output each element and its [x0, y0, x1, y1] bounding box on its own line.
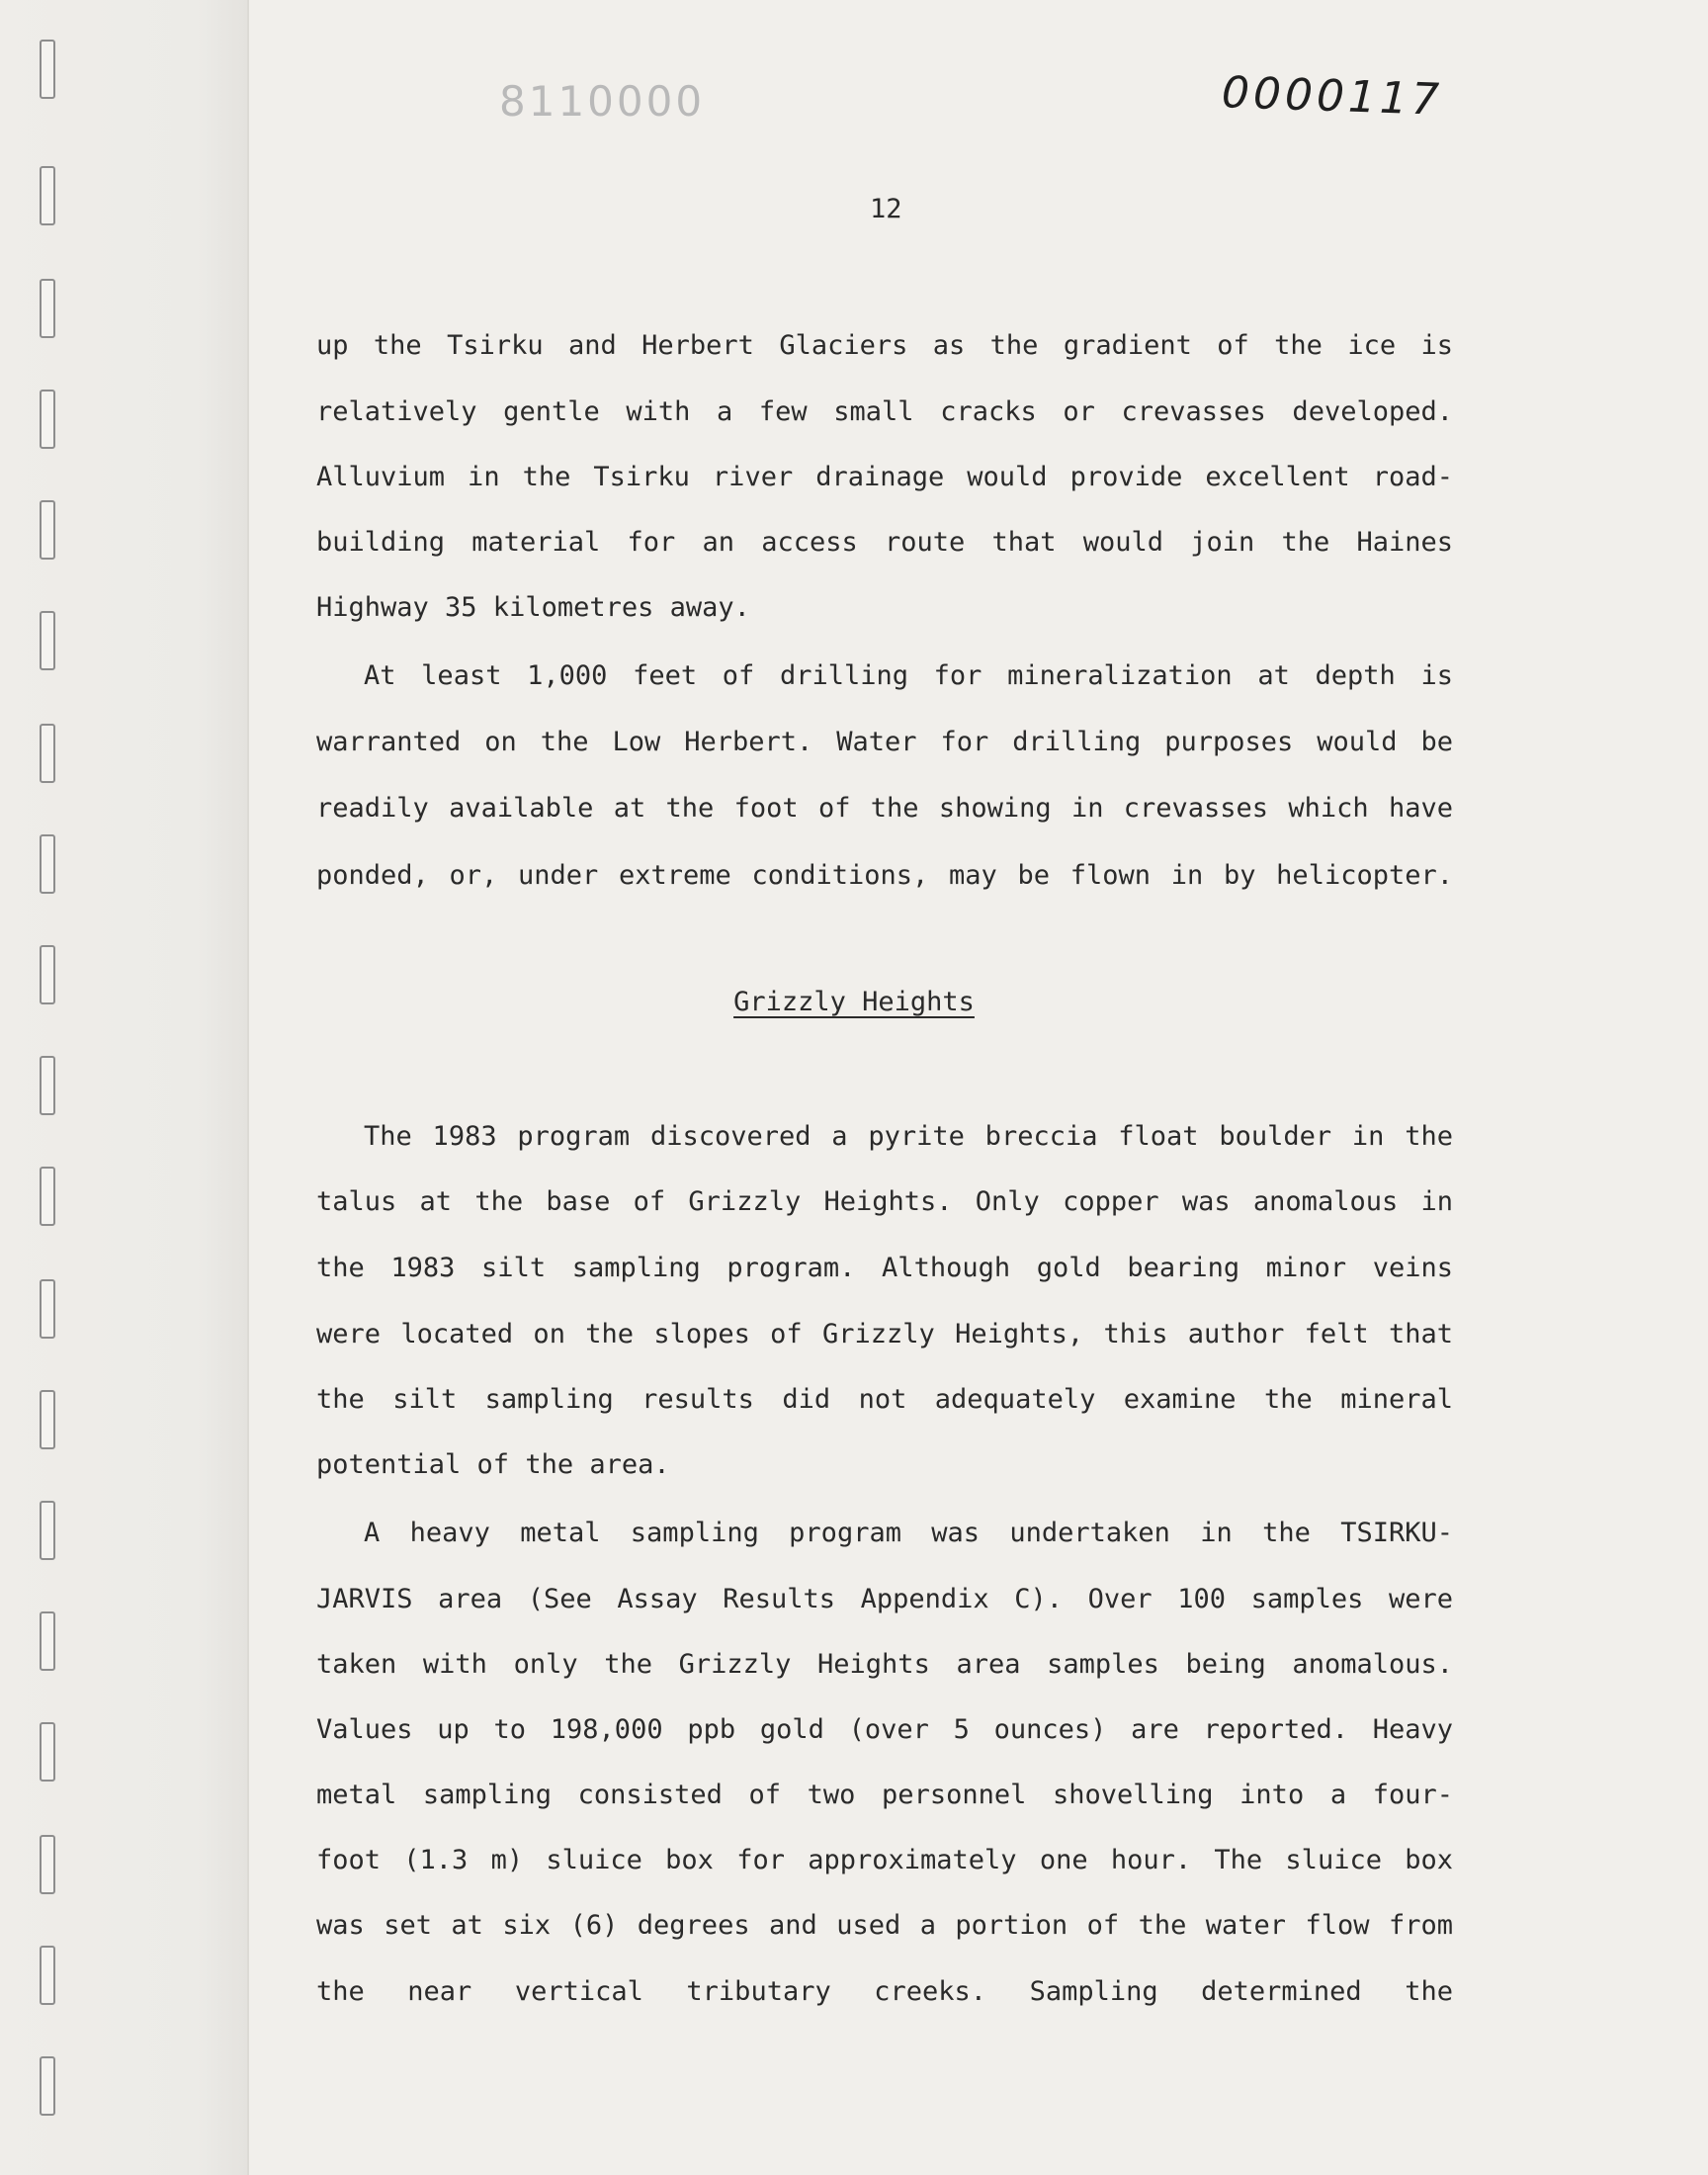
text-line: A heavy metal sampling program was undertaken in the TSIRKU-	[364, 1518, 1453, 1548]
binder-hole	[40, 1056, 55, 1115]
binder-edge	[247, 0, 249, 2175]
text-line: JARVIS area (See Assay Results Appendix C). Over 100 samples were	[316, 1584, 1453, 1614]
binder-hole	[40, 724, 55, 783]
binder-hole	[40, 1167, 55, 1226]
binder-hole	[40, 166, 55, 225]
binder-hole	[40, 1279, 55, 1339]
section-heading	[0, 987, 1708, 1017]
text-line: Alluvium in the Tsirku river drainage would provide excellent road-	[316, 462, 1453, 492]
text-line: At least 1,000 feet of drilling for mineralization at depth is	[364, 660, 1453, 691]
document-number-stamp: 0000117	[1221, 67, 1444, 126]
binder-hole	[40, 40, 55, 99]
binder-hole	[40, 1501, 55, 1560]
text-line: taken with only the Grizzly Heights area samples being anomalous.	[316, 1649, 1453, 1680]
binder-hole	[40, 500, 55, 560]
binder-hole	[40, 1722, 55, 1782]
binder-hole	[40, 279, 55, 338]
text-line: potential of the area.	[316, 1449, 670, 1480]
page-number: 12	[870, 194, 902, 224]
binder-hole	[40, 2056, 55, 2116]
text-line: metal sampling consisted of two personnel shovelling into a four-	[316, 1780, 1453, 1810]
text-line: up the Tsirku and Herbert Glaciers as the gradient of the ice is	[316, 330, 1453, 361]
binder-hole	[40, 1835, 55, 1894]
text-line: The 1983 program discovered a pyrite breccia float boulder in the	[364, 1121, 1453, 1152]
text-line: building material for an access route that would join the Haines	[316, 527, 1453, 558]
text-line: the near vertical tributary creeks. Sampling determined the	[316, 1976, 1453, 2007]
text-line: talus at the base of Grizzly Heights. Only copper was anomalous in	[316, 1186, 1453, 1217]
text-line: was set at six (6) degrees and used a portion of the water flow from	[316, 1910, 1453, 1941]
binder-hole	[40, 1611, 55, 1671]
text-line: were located on the slopes of Grizzly Heights, this author felt that	[316, 1319, 1453, 1349]
text-line: foot (1.3 m) sluice box for approximately one hour. The sluice box	[316, 1845, 1453, 1875]
faint-stamp-number: 8110000	[499, 77, 706, 126]
text-line: the 1983 silt sampling program. Although gold bearing minor veins	[316, 1253, 1453, 1283]
binder-hole	[40, 611, 55, 670]
binder-margin	[0, 0, 247, 2175]
text-line: Highway 35 kilometres away.	[316, 592, 750, 623]
text-line: ponded, or, under extreme conditions, may be flown in by helicopter.	[316, 860, 1453, 891]
text-line: Values up to 198,000 ppb gold (over 5 ounces) are reported. Heavy	[316, 1714, 1453, 1745]
binder-hole	[40, 390, 55, 449]
binder-hole	[40, 834, 55, 894]
text-line: readily available at the foot of the showing in crevasses which have	[316, 793, 1453, 824]
text-line: relatively gentle with a few small cracks or crevasses developed.	[316, 396, 1453, 427]
text-line: the silt sampling results did not adequately examine the mineral	[316, 1384, 1453, 1415]
text-line: warranted on the Low Herbert. Water for drilling purposes would be	[316, 727, 1453, 757]
binder-hole	[40, 1390, 55, 1449]
section-heading-text: Grizzly Heights	[733, 987, 975, 1017]
binder-hole	[40, 1946, 55, 2005]
